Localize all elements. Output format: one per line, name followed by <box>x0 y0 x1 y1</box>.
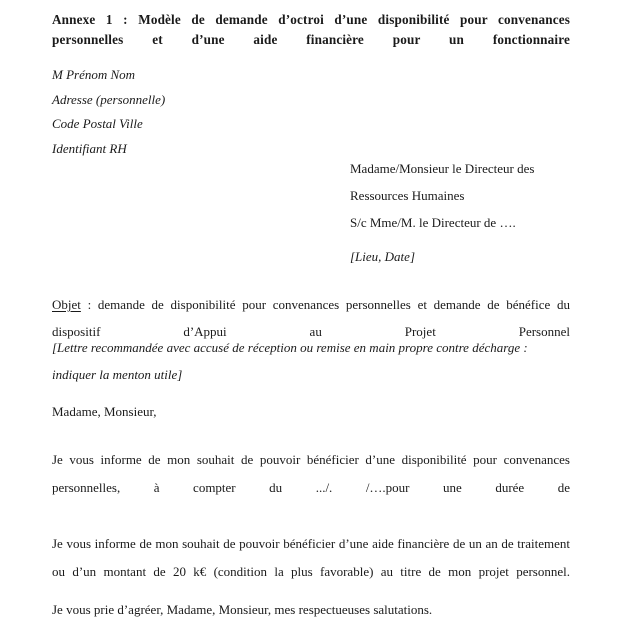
closing-line: Je vous prie d’agréer, Madame, Monsieur, mes respectueuses salutations. <box>52 602 433 617</box>
delivery-instruction-note: [Lettre recommandée avec accusé de réception ou remise en main propre contre décharge : indiquer la menton utile] <box>52 340 528 382</box>
page-title: Annexe 1 : Modèle de demande d’octroi d’une disponibilité pour convenances personnelles et d’une aide financière pour un fonctionnaire <box>52 12 570 47</box>
recipient-line-3: S/c Mme/M. le Directeur de …. <box>350 215 516 230</box>
sender-city: Code Postal Ville <box>52 116 143 131</box>
sender-hr-id: Identifiant RH <box>52 140 127 156</box>
place-date-line: [Lieu, Date] <box>350 249 415 264</box>
subject-label: Objet <box>52 297 81 312</box>
body-paragraph-2: Je vous informe de mon souhait de pouvoir bénéficier d’une aide financière de un an de traitement ou d’un montant de 20 k€ (condition la plus favorable) au titre de mon projet personnel. <box>52 536 570 579</box>
body-paragraph-1: Je vous informe de mon souhait de pouvoir bénéficier d’une disponibilité pour convenances personnelles, à compter du .../. /….pour une durée de <box>52 452 570 495</box>
sender-address-block <box>52 63 352 161</box>
salutation-line: Madame, Monsieur, <box>52 404 157 419</box>
sender-address: Adresse (personnelle) <box>52 91 166 107</box>
subject-text: : demande de disponibilité pour convenances personnelles et demande de bénéfice du dispositif d’Appui au Projet Personnel <box>52 297 570 339</box>
recipient-line-1: Madame/Monsieur le Directeur des <box>350 161 535 176</box>
recipient-address-block <box>350 155 600 236</box>
sender-name: M Prénom Nom <box>52 67 136 82</box>
recipient-line-2: Ressources Humaines <box>350 188 465 203</box>
